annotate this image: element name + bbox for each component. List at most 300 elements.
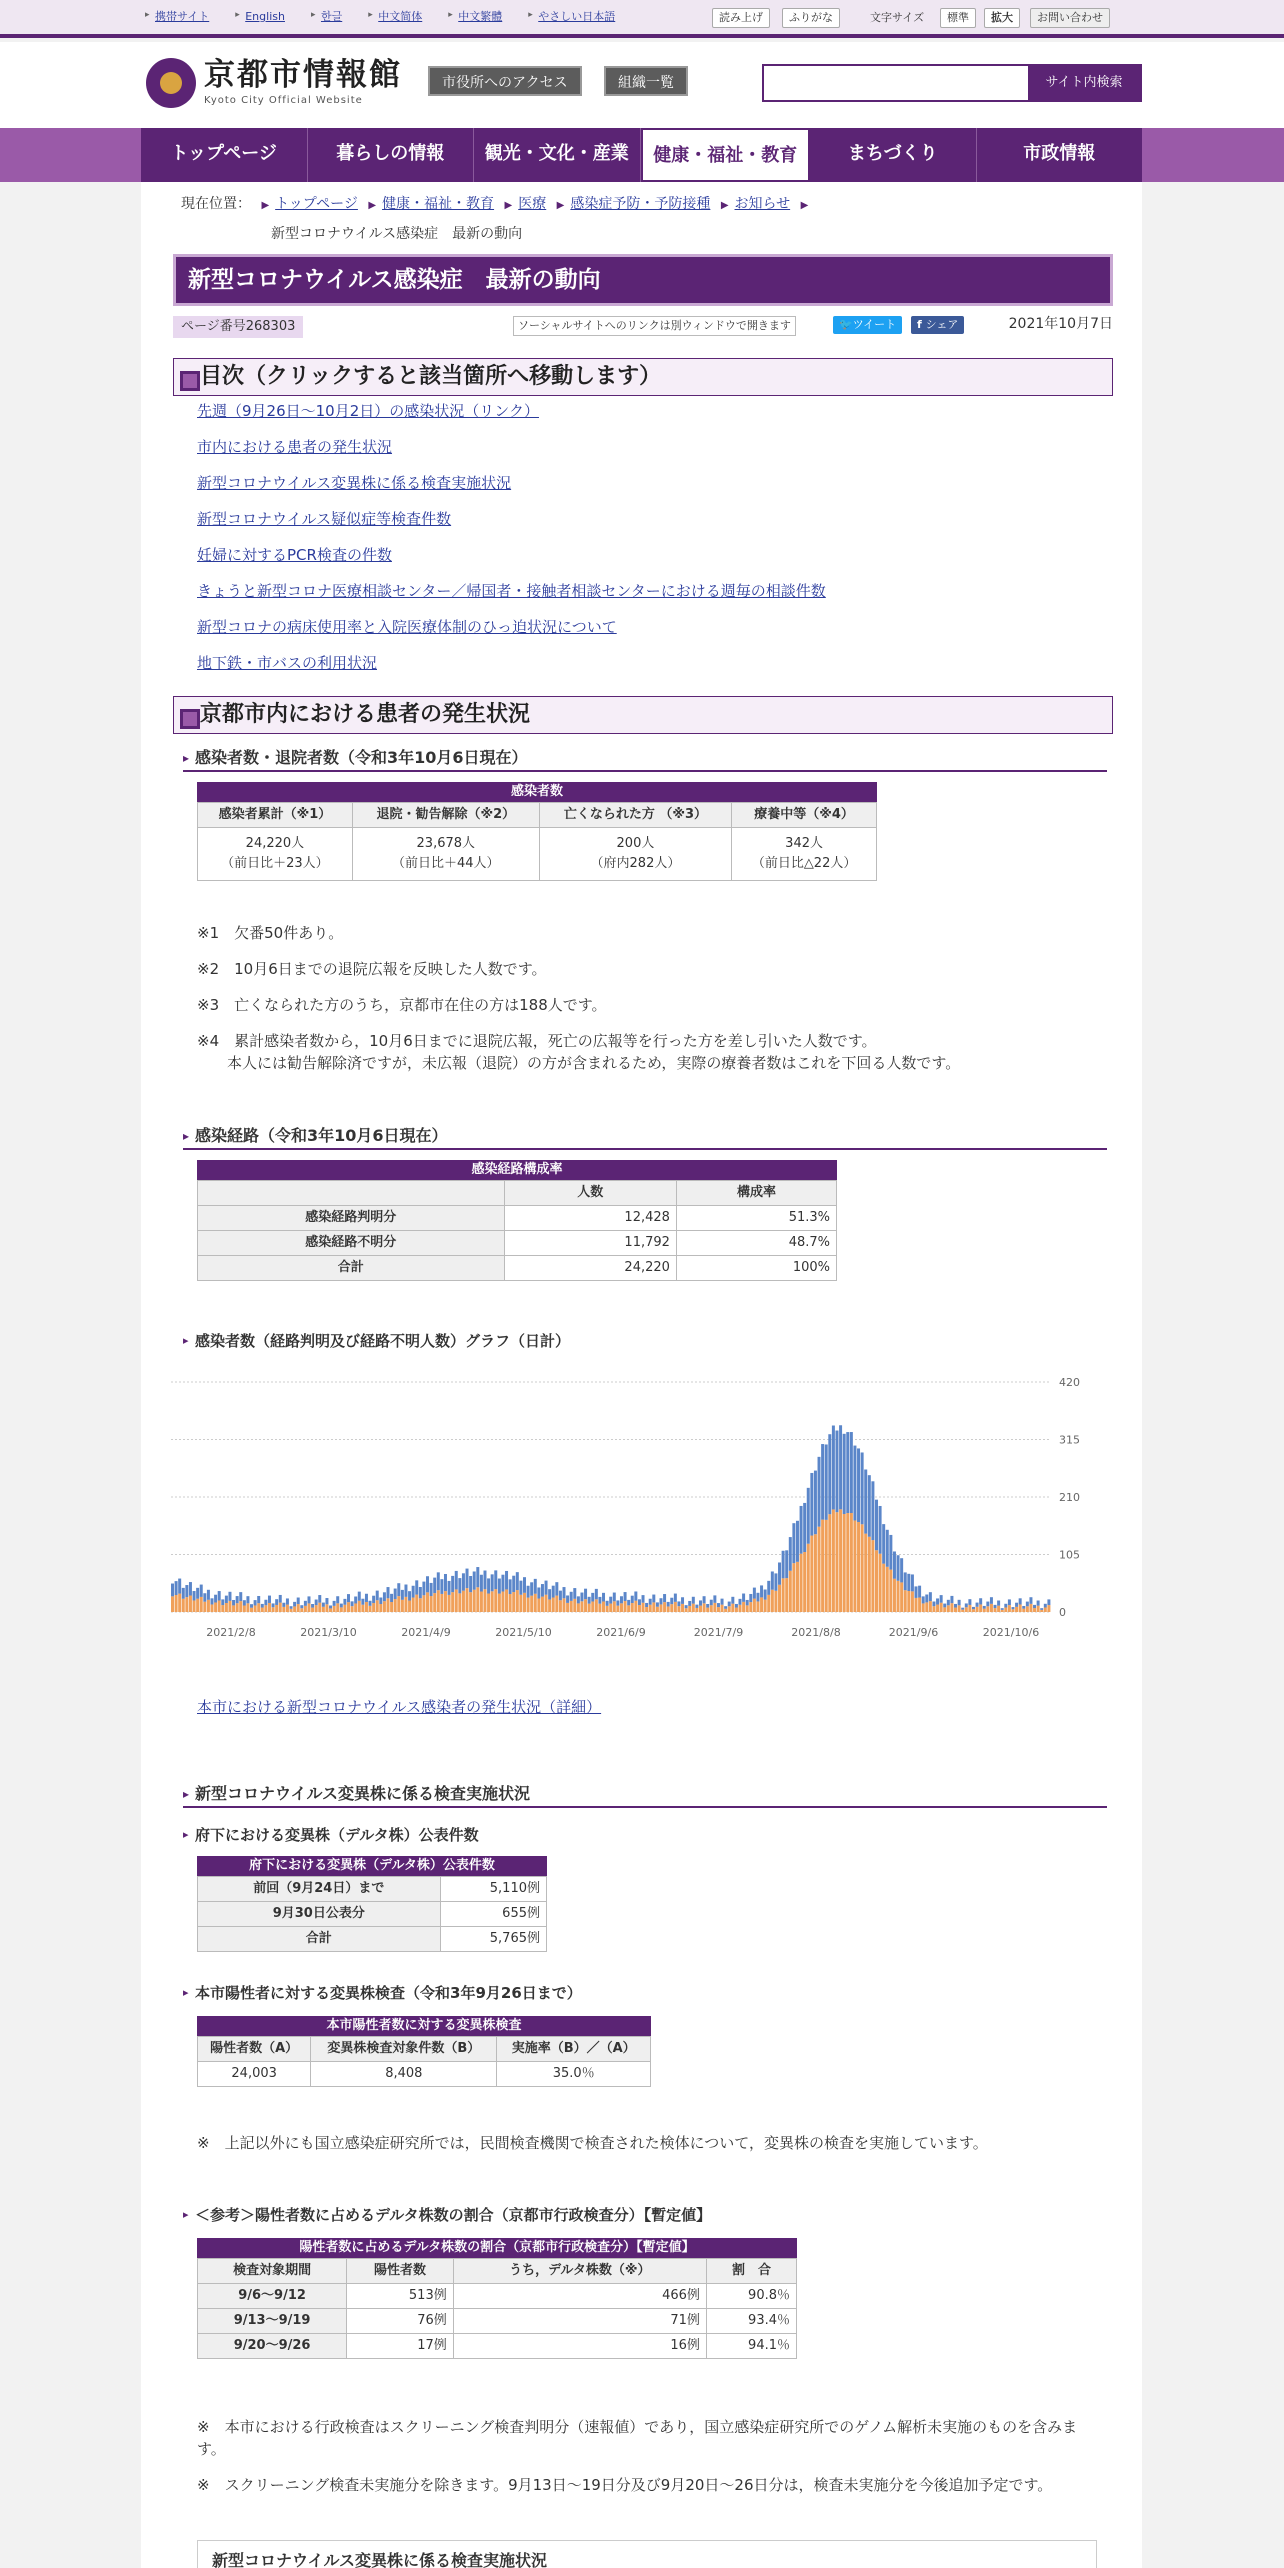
x-tick-label: 2021/10/6	[982, 1626, 1040, 1639]
bar-unknown	[566, 1595, 569, 1602]
bar-known	[796, 1562, 799, 1612]
bar-unknown	[774, 1573, 777, 1590]
note-text: ※3 亡くなられた方のうち，京都市在住の方は188人です。	[197, 996, 607, 1014]
toc-link[interactable]: 先週（9月26日～10月2日）の感染状況（リンク）	[197, 402, 539, 420]
bar-known	[545, 1595, 548, 1612]
global-nav	[0, 128, 1284, 182]
row-header: 9月30日公表分	[198, 1902, 441, 1927]
bar-unknown	[620, 1596, 623, 1603]
share-label: シェア	[925, 318, 959, 331]
bar-known	[491, 1591, 494, 1612]
bar-unknown	[200, 1585, 203, 1597]
bar-known	[634, 1601, 637, 1612]
bar-known	[889, 1570, 892, 1612]
bar-unknown	[329, 1605, 332, 1608]
bar-known	[272, 1607, 275, 1612]
toc-heading: 目次（クリックすると該当箇所へ移動します）	[173, 358, 1113, 396]
bar-unknown	[904, 1572, 907, 1590]
bar-known	[437, 1590, 440, 1612]
nav-top[interactable]: トップページ	[141, 128, 308, 182]
detail-link[interactable]: 本市における新型コロナウイルス感染者の発生状況（詳細）	[197, 1698, 602, 1716]
bar-known	[932, 1606, 935, 1612]
mobile-site-link[interactable]: ▸ 携帯サイト	[145, 9, 209, 26]
bar-unknown	[379, 1597, 382, 1604]
bar-unknown	[818, 1457, 821, 1527]
social-note: ソーシャルサイトへのリンクは別ウィンドウで開きます	[513, 316, 796, 336]
bar-known	[171, 1596, 174, 1612]
bar-known	[940, 1603, 943, 1612]
bar-known	[466, 1588, 469, 1612]
bar-unknown	[739, 1599, 742, 1605]
bar-known	[825, 1520, 828, 1612]
bar-unknown	[922, 1596, 925, 1603]
table-header: 構成率	[676, 1181, 836, 1206]
toc-link[interactable]: 市内における患者の発生状況	[197, 438, 393, 456]
chinese-simplified-link[interactable]: ▸ 中文简体	[368, 9, 422, 26]
bar-unknown	[282, 1603, 285, 1607]
toc-link[interactable]: 地下鉄・市バスの利用状況	[197, 654, 378, 672]
bar-known	[505, 1589, 508, 1612]
table-cell: 655例	[440, 1902, 546, 1927]
bar-known	[211, 1604, 214, 1612]
furigana-button[interactable]: ふりがな	[782, 8, 840, 28]
bar-unknown	[1033, 1605, 1036, 1608]
bar-unknown	[656, 1602, 659, 1606]
bar-unknown	[351, 1601, 354, 1606]
bar-known	[656, 1607, 659, 1612]
bar-known	[415, 1595, 418, 1612]
breadcrumb-infection[interactable]: 感染症予防・予防接種	[570, 196, 711, 212]
nav-health[interactable]: 健康・福祉・教育	[641, 128, 811, 182]
nav-living[interactable]: 暮らしの情報	[308, 128, 475, 182]
bar-known	[739, 1605, 742, 1612]
bar-known	[537, 1599, 540, 1612]
nav-tourism[interactable]: 観光・文化・産業	[474, 128, 641, 182]
bar-unknown	[236, 1596, 239, 1603]
bar-unknown	[548, 1589, 551, 1599]
bar-known	[318, 1603, 321, 1612]
bar-unknown	[602, 1593, 605, 1602]
table-header: 退院・勧告解除（※2）	[352, 803, 539, 828]
bar-known	[379, 1604, 382, 1612]
bar-known	[1015, 1607, 1018, 1612]
bar-known	[433, 1593, 436, 1612]
bar-unknown	[584, 1589, 587, 1599]
bar-unknown	[839, 1425, 842, 1509]
y-tick-label: 0	[1059, 1606, 1066, 1619]
bar-unknown	[369, 1601, 372, 1606]
table-header: うち，デルタ株数（※）	[453, 2259, 706, 2284]
bar-known	[516, 1590, 519, 1612]
note-text: ※ 上記以外にも国立感染症研究所では，民間検査機関で検査された検体について，変異株の検査を実施しています。	[197, 2134, 988, 2152]
bar-known	[688, 1606, 691, 1612]
table-header: 実施率（B）／（A）	[497, 2037, 651, 2062]
bar-known	[638, 1605, 641, 1612]
toc-link[interactable]: きょうと新型コロナ医療相談センター／帰国者・接触者相談センターにおける週毎の相談件数	[197, 582, 826, 600]
bar-unknown	[1008, 1599, 1011, 1605]
notes-cases	[197, 922, 1097, 1074]
subheading-variants: ▸ 新型コロナウイルス変異株に係る検査実施状況	[183, 1782, 1107, 1808]
x-tick-label: 2021/5/10	[495, 1626, 552, 1639]
chevron-right-icon: ▶	[368, 200, 377, 211]
bar-known	[961, 1610, 964, 1612]
bar-unknown	[821, 1444, 824, 1520]
bar-known	[523, 1593, 526, 1612]
bar-unknown	[1004, 1604, 1007, 1608]
bar-unknown	[408, 1591, 411, 1600]
bar-known	[257, 1603, 260, 1612]
bar-known	[225, 1603, 228, 1612]
font-standard-button[interactable]: 標準	[940, 8, 976, 28]
page-title: 新型コロナウイルス感染症 最新の動向	[173, 254, 1113, 306]
bar-unknown	[688, 1601, 691, 1606]
bar-known	[807, 1544, 810, 1612]
table-header: 検査対象期間	[198, 2259, 347, 2284]
x-tick-label: 2021/4/9	[401, 1626, 451, 1639]
bar-unknown	[853, 1446, 856, 1521]
bar-known	[1029, 1604, 1032, 1612]
delta-ratio-table	[197, 2238, 797, 2359]
bar-unknown	[487, 1578, 490, 1593]
bar-known	[207, 1600, 210, 1612]
bar-unknown	[760, 1585, 763, 1597]
bar-known	[846, 1513, 849, 1612]
bar-known	[893, 1579, 896, 1612]
bar-unknown	[979, 1598, 982, 1604]
city-hall-access-button[interactable]: 市役所へのアクセス	[428, 66, 582, 96]
table-cell: 90.8％	[706, 2284, 796, 2309]
table-row	[198, 2062, 651, 2087]
bar-unknown	[225, 1596, 228, 1603]
bar-unknown	[907, 1574, 910, 1591]
bar-unknown	[1015, 1603, 1018, 1607]
bar-unknown	[218, 1591, 221, 1600]
bar-known	[214, 1602, 217, 1612]
bar-known	[203, 1602, 206, 1612]
bar-known	[591, 1601, 594, 1612]
bar-unknown	[448, 1581, 451, 1595]
bar-unknown	[631, 1596, 634, 1603]
bar-known	[390, 1602, 393, 1612]
bar-unknown	[214, 1595, 217, 1603]
bar-unknown	[735, 1604, 738, 1608]
bar-unknown	[886, 1530, 889, 1567]
table-header: 変異株検査対象件数（B）	[311, 2037, 497, 2062]
bar-known	[760, 1597, 763, 1612]
bar-known	[871, 1540, 874, 1612]
search-button[interactable]: サイト内検索	[1028, 66, 1140, 100]
bar-known	[667, 1606, 670, 1612]
bar-unknown	[645, 1603, 648, 1607]
nav-town[interactable]: まちづくり	[810, 128, 977, 182]
bar-known	[703, 1603, 706, 1612]
table-cell: 24,220	[504, 1256, 676, 1281]
bar-known	[494, 1589, 497, 1612]
bar-unknown	[972, 1607, 975, 1609]
chart-heading: ▸ 感染者数（経路判明及び経路不明人数）グラフ（日計）	[183, 1330, 570, 1352]
bar-unknown	[943, 1604, 946, 1608]
bar-known	[397, 1596, 400, 1612]
bar-unknown	[559, 1591, 562, 1601]
bar-known	[767, 1595, 770, 1612]
x-tick-label: 2021/3/10	[300, 1626, 357, 1639]
bar-unknown	[616, 1600, 619, 1605]
bar-unknown	[419, 1587, 422, 1598]
bar-known	[839, 1509, 842, 1612]
bar-known	[365, 1602, 368, 1612]
bar-unknown	[185, 1585, 188, 1597]
bar-unknown	[950, 1596, 953, 1603]
bar-unknown	[394, 1589, 397, 1600]
bar-unknown	[203, 1593, 206, 1601]
bar-unknown	[383, 1592, 386, 1601]
bar-unknown	[825, 1444, 828, 1519]
bar-unknown	[742, 1594, 745, 1602]
bar-unknown	[494, 1570, 497, 1589]
contact-button[interactable]: お問い合わせ	[1030, 8, 1110, 28]
organization-list-button[interactable]: 組織一覧	[604, 66, 688, 96]
easy-japanese-link[interactable]: ▸ やさしい日本語	[528, 9, 615, 26]
table-caption: 陽性者数に占めるデルタ株数の割合（京都市行政検査分）【暫定値】	[197, 2238, 797, 2258]
bar-unknown	[193, 1591, 196, 1600]
table-cell: 48.7%	[676, 1231, 836, 1256]
bar-unknown	[832, 1426, 835, 1510]
bar-unknown	[333, 1601, 336, 1606]
toc-link[interactable]: 新型コロナウイルス疑似症等検査件数	[197, 510, 452, 528]
bar-known	[570, 1601, 573, 1612]
bar-unknown	[300, 1605, 303, 1608]
bar-known	[613, 1601, 616, 1612]
bar-known	[340, 1607, 343, 1612]
bar-known	[692, 1604, 695, 1612]
bar-known	[818, 1527, 821, 1612]
row-header: 前回（9月24日）まで	[198, 1877, 441, 1902]
bar-unknown	[1026, 1602, 1029, 1607]
table-cell: 466例	[453, 2284, 706, 2309]
table-header: 陽性者数	[347, 2259, 454, 2284]
toc-link[interactable]: 新型コロナの病床使用率と入院医療体制のひっ迫状況について	[197, 618, 617, 636]
bar-known	[519, 1595, 522, 1612]
bar-known	[422, 1595, 425, 1612]
table-row	[198, 1231, 837, 1256]
bar-known	[221, 1605, 224, 1612]
bar-unknown	[221, 1599, 224, 1605]
bar-known	[333, 1606, 336, 1612]
bar-known	[311, 1608, 314, 1612]
bar-unknown	[674, 1594, 677, 1602]
bar-known	[372, 1603, 375, 1612]
bar-unknown	[677, 1601, 680, 1606]
table-cell: 16例	[453, 2334, 706, 2359]
bar-known	[753, 1599, 756, 1612]
korean-link[interactable]: ▸ 한글	[311, 9, 342, 26]
site-search	[762, 64, 1142, 102]
bar-known	[279, 1603, 282, 1612]
bar-unknown	[397, 1583, 400, 1596]
bar-known	[724, 1609, 727, 1612]
table-cell: 11,792	[504, 1231, 676, 1256]
bar-known	[803, 1552, 806, 1612]
bar-unknown	[900, 1558, 903, 1582]
font-size-label: 文字サイズ	[870, 11, 925, 24]
bar-unknown	[415, 1580, 418, 1594]
table-cell: 200人	[616, 836, 655, 851]
breadcrumb-top[interactable]: トップページ	[275, 196, 358, 212]
row-header: 感染経路判明分	[198, 1206, 505, 1231]
table-caption: 感染経路構成率	[197, 1160, 837, 1180]
bar-known	[351, 1606, 354, 1612]
breadcrumb-news[interactable]: お知らせ	[734, 196, 791, 212]
bar-unknown	[275, 1599, 278, 1605]
bar-known	[710, 1605, 713, 1612]
bar-unknown	[897, 1555, 900, 1581]
share-button[interactable]	[911, 316, 964, 334]
bar-known	[527, 1598, 530, 1612]
bar-known	[480, 1592, 483, 1612]
bar-unknown	[753, 1588, 756, 1599]
table-caption: 感染者数	[197, 782, 877, 802]
font-large-button[interactable]: 拡大	[984, 8, 1020, 28]
bar-known	[304, 1606, 307, 1612]
bar-known	[602, 1601, 605, 1612]
bar-known	[552, 1598, 555, 1612]
variant-test-table	[197, 2016, 651, 2087]
bar-known	[958, 1605, 961, 1612]
bar-unknown	[810, 1473, 813, 1536]
bar-known	[232, 1605, 235, 1612]
bar-unknown	[609, 1597, 612, 1604]
x-tick-label: 2021/9/6	[888, 1626, 939, 1639]
bar-known	[1026, 1606, 1029, 1612]
bar-known	[236, 1603, 239, 1612]
bar-unknown	[509, 1579, 512, 1594]
note-text: ※2 10月6日までの退院広報を反映した人数です。	[197, 960, 547, 978]
bar-known	[1011, 1609, 1014, 1612]
search-input[interactable]	[766, 68, 1026, 98]
bar-known	[178, 1594, 181, 1612]
bar-known	[354, 1603, 357, 1612]
bar-known	[929, 1601, 932, 1612]
bar-unknown	[573, 1588, 576, 1599]
bar-known	[1033, 1608, 1036, 1612]
bar-known	[624, 1601, 627, 1612]
bar-unknown	[483, 1571, 486, 1590]
bar-unknown	[994, 1605, 997, 1608]
facebook-icon: f	[917, 318, 926, 331]
bar-unknown	[893, 1551, 896, 1578]
toc-link[interactable]: 妊婦に対するPCR検査の件数	[197, 546, 392, 564]
breadcrumb-health[interactable]: 健康・福祉・教育	[382, 196, 495, 212]
bar-unknown	[986, 1602, 989, 1607]
bar-unknown	[925, 1595, 928, 1603]
bar-known	[609, 1604, 612, 1612]
bar-known	[778, 1585, 781, 1612]
tweet-button[interactable]	[833, 316, 902, 334]
table-cell: 5,110例	[440, 1877, 546, 1902]
bar-unknown	[545, 1581, 548, 1595]
bar-known	[659, 1604, 662, 1612]
table-header: 陽性者数（A）	[198, 2037, 311, 2062]
cases-bar-chart	[171, 1372, 1111, 1672]
bar-known	[588, 1604, 591, 1612]
bar-unknown	[929, 1592, 932, 1601]
bar-known	[897, 1581, 900, 1612]
bar-known	[430, 1596, 433, 1612]
bar-known	[182, 1599, 185, 1612]
bar-unknown	[178, 1579, 181, 1594]
bar-unknown	[1029, 1597, 1032, 1604]
bar-known	[950, 1603, 953, 1612]
site-logo[interactable]	[146, 57, 402, 108]
bar-known	[595, 1599, 598, 1612]
row-header: 合計	[198, 1927, 441, 1952]
bar-unknown	[512, 1576, 515, 1592]
bar-known	[282, 1607, 285, 1612]
table-cell: （前日比△22人）	[751, 856, 857, 871]
bar-known	[369, 1606, 372, 1612]
bar-unknown	[175, 1581, 178, 1595]
bar-known	[444, 1591, 447, 1612]
english-link[interactable]: ▸ English	[235, 9, 285, 26]
bar-known	[911, 1591, 914, 1612]
table-row	[198, 1206, 837, 1231]
bar-known	[473, 1590, 476, 1612]
site-header	[0, 42, 1284, 128]
chevron-right-icon: ▶	[504, 200, 513, 211]
bar-known	[756, 1601, 759, 1612]
bar-known	[663, 1602, 666, 1612]
table-cell: 342人	[785, 836, 823, 851]
breadcrumb-prefix: 現在位置：	[181, 196, 251, 212]
bar-known	[193, 1600, 196, 1612]
bar-unknown	[796, 1521, 799, 1562]
bar-known	[674, 1602, 677, 1612]
bar-known	[307, 1603, 310, 1612]
bar-known	[649, 1605, 652, 1612]
toc-link[interactable]: 新型コロナウイルス変異株に係る検査実施状況	[197, 474, 512, 492]
breadcrumb-medical[interactable]: 医療	[518, 196, 547, 212]
bar-known	[476, 1587, 479, 1612]
bar-unknown	[311, 1604, 314, 1608]
bar-unknown	[182, 1588, 185, 1599]
bar-unknown	[430, 1583, 433, 1596]
chinese-traditional-link[interactable]: ▸ 中文繁體	[448, 9, 502, 26]
bar-unknown	[336, 1596, 339, 1603]
page-number: ページ番号268303	[173, 316, 303, 338]
x-tick-label: 2021/7/9	[693, 1626, 744, 1639]
bar-unknown	[706, 1604, 709, 1608]
table-cell: 17例	[347, 2334, 454, 2359]
bar-unknown	[534, 1579, 537, 1594]
bar-known	[907, 1591, 910, 1612]
table-cell: （前日比＋23人）	[221, 856, 329, 871]
row-header: 9/13～9/19	[198, 2309, 347, 2334]
bar-unknown	[422, 1582, 425, 1596]
read-aloud-button[interactable]: 読み上げ	[712, 8, 770, 28]
bar-unknown	[1044, 1604, 1047, 1608]
bar-known	[882, 1564, 885, 1612]
bar-unknown	[451, 1576, 454, 1592]
bar-known	[652, 1602, 655, 1612]
bar-unknown	[171, 1584, 174, 1597]
bar-known	[401, 1600, 404, 1612]
bar-unknown	[710, 1600, 713, 1606]
table-header: 感染者累計（※1）	[198, 803, 353, 828]
table-cell: 93.4％	[706, 2309, 796, 2334]
bar-unknown	[703, 1596, 706, 1603]
tweet-label: ツイート	[852, 318, 897, 331]
nav-government[interactable]: 市政情報	[1023, 143, 1096, 164]
